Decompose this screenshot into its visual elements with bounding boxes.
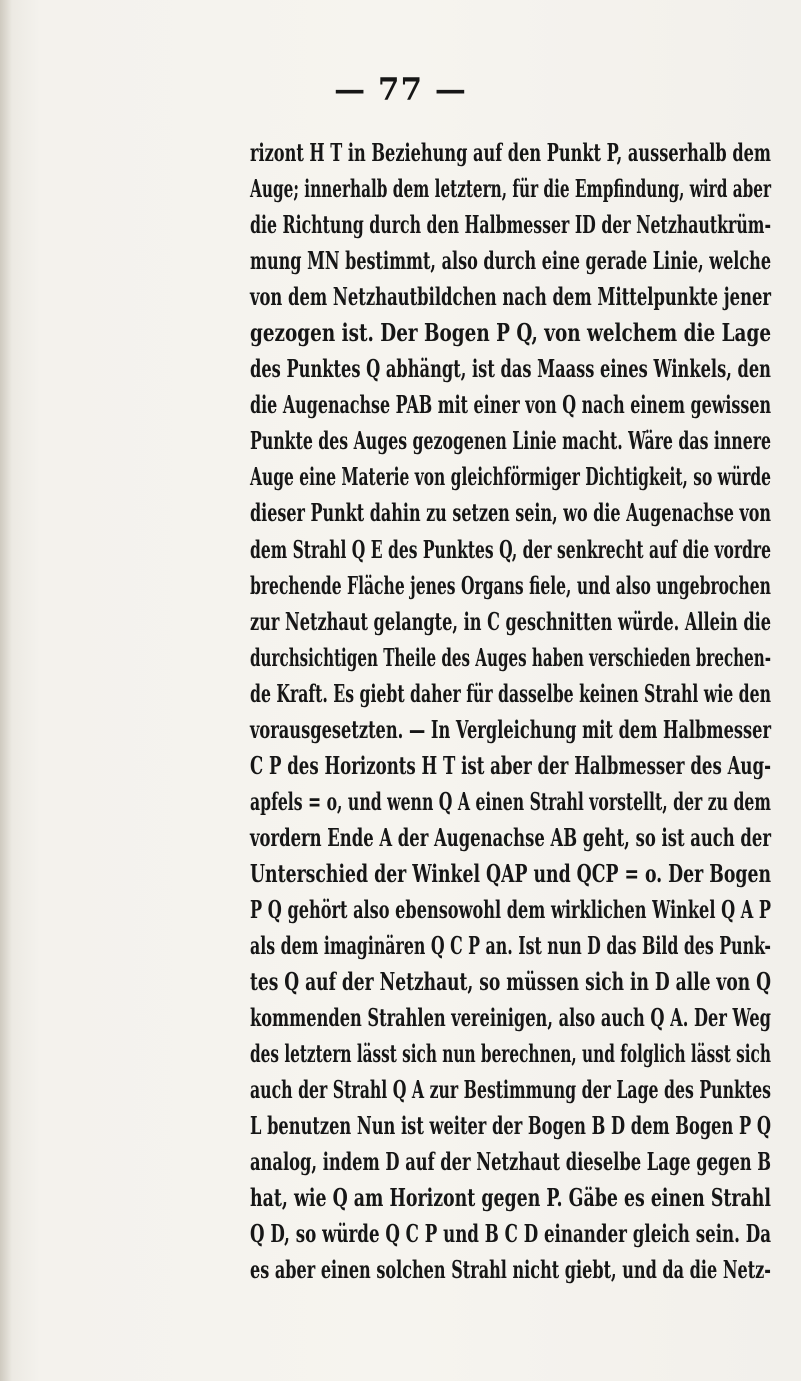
text-line: von dem Netzhautbildchen nach dem Mittelpunkte jener bbox=[250, 282, 772, 312]
text-line: Q D, so würde Q C P und B C D einander gleich sein. Da bbox=[250, 1219, 772, 1249]
text-line: hat, wie Q am Horizont gegen P. Gäbe es einen Strahl bbox=[250, 1183, 771, 1213]
text-line: gezogen ist. Der Bogen P Q, von welchem die Lage bbox=[250, 318, 772, 348]
text-line: vorausgesetzten. — In Vergleichung mit dem Halbmesser bbox=[250, 714, 772, 744]
text-line: analog, indem D auf der Netzhaut dieselbe Lage gegen B bbox=[250, 1147, 771, 1177]
text-line: Punkte des Auges gezogenen Linie macht. Wäre das innere bbox=[250, 426, 771, 456]
text-line: als dem imaginären Q C P an. Ist nun D das Bild des Punk- bbox=[250, 931, 771, 961]
text-line: apfels = o, und wenn Q A einen Strahl vorstellt, der zu dem bbox=[250, 786, 771, 816]
page-gutter-shadow bbox=[0, 0, 12, 1381]
text-line: des letztern lässt sich nun berechnen, und folglich lässt sich bbox=[250, 1039, 771, 1069]
text-line: dieser Punkt dahin zu setzen sein, wo die Augenachse von bbox=[250, 498, 772, 528]
text-line: kommenden Strahlen vereinigen, also auch Q A. Der Weg bbox=[250, 1003, 772, 1033]
text-line: P Q gehört also ebensowohl dem wirklichen Winkel Q A P bbox=[250, 894, 772, 924]
text-line: rizont H T in Beziehung auf den Punkt P, ausserhalb dem bbox=[250, 138, 771, 167]
text-line: mung MN bestimmt, also durch eine gerade Linie, welche bbox=[250, 246, 772, 276]
text-line: vordern Ende A der Augenachse AB geht, so ist auch der bbox=[250, 822, 771, 852]
text-line: auch der Strahl Q A zur Bestimmung der Lage des Punktes bbox=[250, 1075, 771, 1105]
text-line: Auge; innerhalb dem letztern, für die Empfindung, wird aber bbox=[250, 174, 772, 204]
text-line: C P des Horizonts H T ist aber der Halbmesser des Aug- bbox=[250, 750, 771, 780]
text-line: dem Strahl Q E des Punktes Q, der senkrecht auf die vordre bbox=[250, 534, 771, 564]
text-line: es aber einen solchen Strahl nicht giebt, und da die Netz- bbox=[250, 1255, 771, 1285]
text-line: tes Q auf der Netzhaut, so müssen sich in D alle von Q bbox=[250, 967, 771, 997]
text-line: brechende Fläche jenes Organs fiele, und also ungebrochen bbox=[250, 570, 771, 600]
text-line: Unterschied der Winkel QAP und QCP = o. Der Bogen bbox=[250, 858, 772, 888]
text-line: die Augenachse PAB mit einer von Q nach einem gewissen bbox=[250, 390, 772, 420]
page-number: — 77 — bbox=[334, 72, 467, 108]
text-line: L benutzen Nun ist weiter der Bogen B D dem Bogen P Q bbox=[250, 1111, 771, 1141]
text-line: durchsichtigen Theile des Auges haben verschieden brechen- bbox=[250, 642, 771, 672]
text-line: des Punktes Q abhängt, ist das Maass eines Winkels, den bbox=[250, 354, 771, 384]
text-line: zur Netzhaut gelangte, in C geschnitten würde. Allein die bbox=[250, 606, 772, 636]
text-line: de Kraft. Es giebt daher für dasselbe keinen Strahl wie den bbox=[250, 678, 771, 708]
text-line: Auge eine Materie von gleichförmiger Dichtigkeit, so würde bbox=[250, 462, 772, 492]
text-line: die Richtung durch den Halbmesser ID der Netzhautkrüm- bbox=[250, 210, 772, 240]
body-text bbox=[250, 135, 801, 1289]
